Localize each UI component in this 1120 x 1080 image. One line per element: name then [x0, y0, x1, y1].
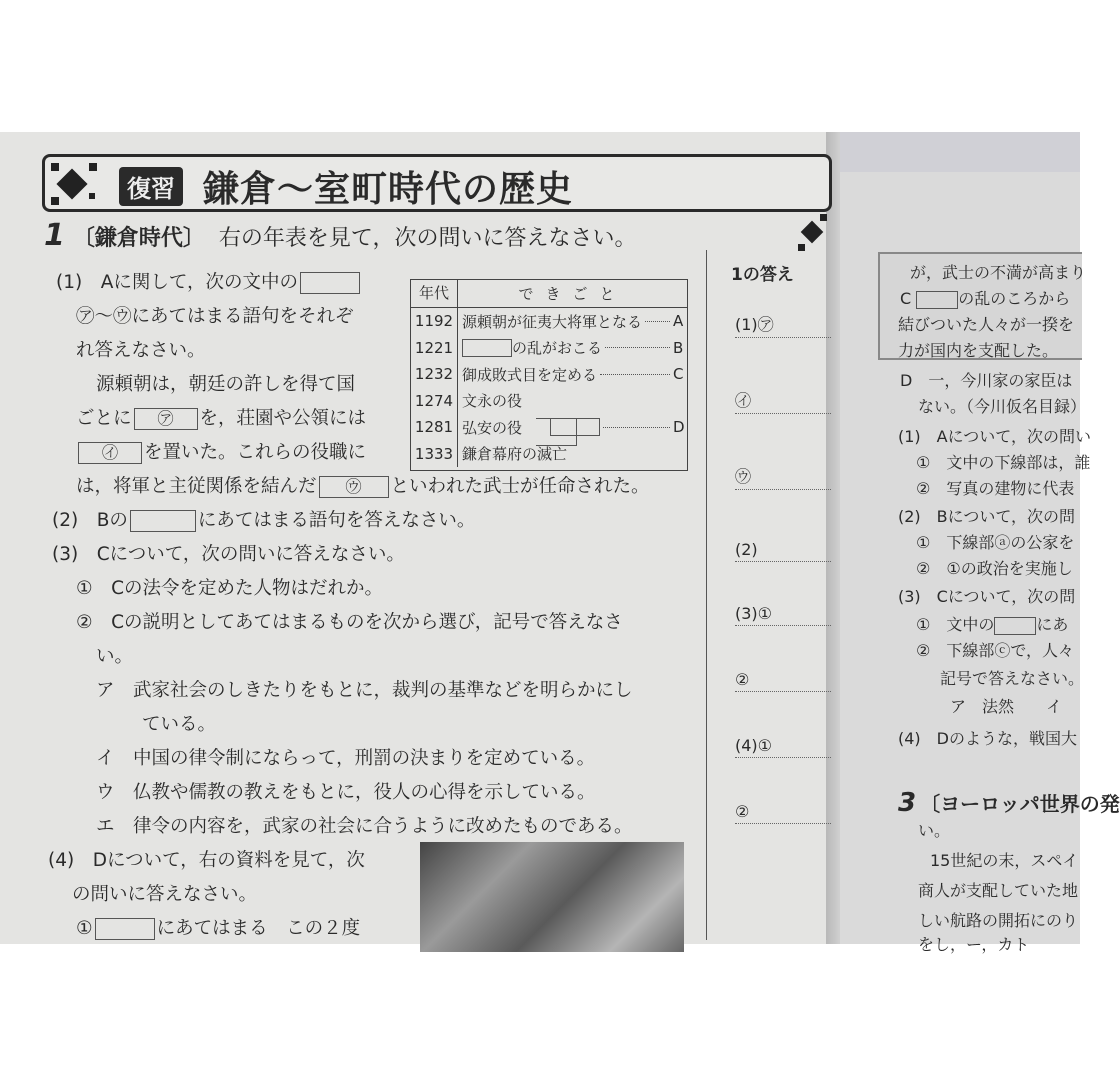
- choice-a-cont: ている。: [142, 714, 217, 735]
- timeline-row: 1281 弘安の役 D: [411, 414, 687, 441]
- right-text: 結びついた人々が一揆を: [898, 315, 1075, 334]
- right-text: (2) Bについて，次の問: [898, 507, 1076, 526]
- q1-4-1: ① にあてはまる この２度: [76, 918, 361, 939]
- corner-diamond-icon: [798, 214, 830, 254]
- q1-3-1: ① Cの法令を定めた人物はだれか。: [76, 578, 384, 599]
- q1-4: (4) Dについて，右の資料を見て，次: [48, 850, 365, 871]
- choice-a: ア 武家社会のしきたりをもとに，裁判の基準などを明らかにし: [96, 680, 633, 701]
- q1-2: (2) Bの にあてはまる語句を答えなさい。: [52, 510, 476, 531]
- historical-scroll-image: [420, 842, 684, 952]
- q1-1-text1: 源頼朝は，朝廷の許しを得て国: [96, 374, 356, 395]
- timeline-header: 年代 できごと: [411, 280, 687, 308]
- right-text: 記号で答えなさい。: [940, 669, 1085, 688]
- q1-1-text4: は，将軍と主従関係を結んだ ㋒ といわれた武士が任命された。: [76, 476, 650, 497]
- right-text: 15世紀の末，スペイ: [930, 851, 1079, 870]
- answer-column: [706, 250, 837, 940]
- q1-4-cont: の問いに答えなさい。: [72, 884, 258, 905]
- right-text: (4) Dのような，戦国大: [898, 729, 1077, 748]
- answer-field: (3)①: [735, 604, 831, 626]
- q1-3: (3) Cについて，次の問いに答えなさい。: [52, 544, 405, 565]
- choice-u: ウ 仏教や儒教の教えをもとに，役人の心得を示している。: [96, 782, 596, 803]
- section-header: [42, 154, 832, 212]
- answer-field: ㋑: [735, 388, 831, 414]
- timeline-row: 1221 の乱がおこる B: [411, 335, 687, 362]
- right-text: ない。（今川仮名目録）: [918, 397, 1087, 416]
- right-text: をし，ー，カト: [918, 935, 1030, 954]
- q1-1-text2: ごとに ㋐ を，荘園や公領には: [76, 408, 367, 429]
- right-text: (3) Cについて，次の問: [898, 587, 1076, 606]
- right-text: ① 文中の下線部は，誰: [916, 453, 1091, 472]
- q1-1-line3: れ答えなさい。: [76, 340, 206, 361]
- timeline-row: 1274 文永の役: [411, 388, 687, 415]
- answer-field: (2): [735, 540, 831, 562]
- choice-i: イ 中国の律令制にならって，刑罰の決まりを定めている。: [96, 748, 596, 769]
- right-text: C の乱のころから: [900, 289, 1071, 308]
- timeline-row: 1333 鎌倉幕府の滅亡: [411, 441, 687, 468]
- right-text: ② 下線部ⓒで，人々: [916, 641, 1075, 660]
- book-photo: [0, 132, 1120, 954]
- timeline-row: 1232 御成敗式目を定める C: [411, 361, 687, 388]
- right-text: ② 写真の建物に代表: [916, 479, 1075, 498]
- q1-3-2: ② Cの説明としてあてはまるものを次から選び，記号で答えなさ: [76, 612, 623, 633]
- choice-e: エ 律令の内容を，武家の社会に合うように改めたものである。: [96, 816, 633, 837]
- answer-field: ㋒: [735, 464, 831, 490]
- right-text: 力が国内を支配した。: [898, 341, 1059, 360]
- right-text: い。: [918, 821, 951, 840]
- q1-1-line2: ㋐〜㋒にあてはまる語句をそれぞ: [76, 306, 354, 327]
- right-text: (1) Aについて，次の問い: [898, 427, 1091, 446]
- right-text: 商人が支配していた地: [918, 881, 1079, 900]
- page-title: 鎌倉〜室町時代の歴史: [203, 169, 574, 210]
- answer-field: ②: [735, 802, 831, 824]
- question-1-heading: 1 〔鎌倉時代〕 右の年表を見て，次の問いに答えなさい。: [44, 218, 637, 253]
- right-text: ア 法然 イ: [950, 697, 1063, 716]
- timeline-bracket: [536, 418, 577, 446]
- answer-title: 1の答え: [731, 265, 794, 285]
- right-text: しい航路の開拓にのり: [918, 911, 1079, 930]
- answer-field: (4)①: [735, 736, 831, 758]
- answer-field: ②: [735, 670, 831, 692]
- diamond-deco-icon: [51, 163, 101, 205]
- q1-3-2-cont: い。: [96, 646, 134, 667]
- q1-1-text3: ㋑ を置いた。これらの役職に: [76, 438, 366, 464]
- q1-1-line1: (1) Aに関して，次の文中の: [56, 268, 362, 294]
- answer-field: (1)㋐: [735, 312, 831, 338]
- timeline-table: [410, 279, 688, 471]
- review-tag: 復習: [119, 167, 183, 206]
- right-text: ② ①の政治を実施し: [916, 559, 1073, 578]
- right-text: ① 文中の にあ: [916, 615, 1069, 634]
- right-text: ① 下線部ⓐの公家を: [916, 533, 1075, 552]
- right-text: D 一，今川家の家臣は: [900, 371, 1073, 390]
- timeline-row: 1192 源頼朝が征夷大将軍となる A: [411, 308, 687, 335]
- section-3-heading: 3 〔ヨーロッパ世界の発: [898, 788, 1120, 818]
- right-text: が，武士の不満が高まり: [910, 263, 1087, 282]
